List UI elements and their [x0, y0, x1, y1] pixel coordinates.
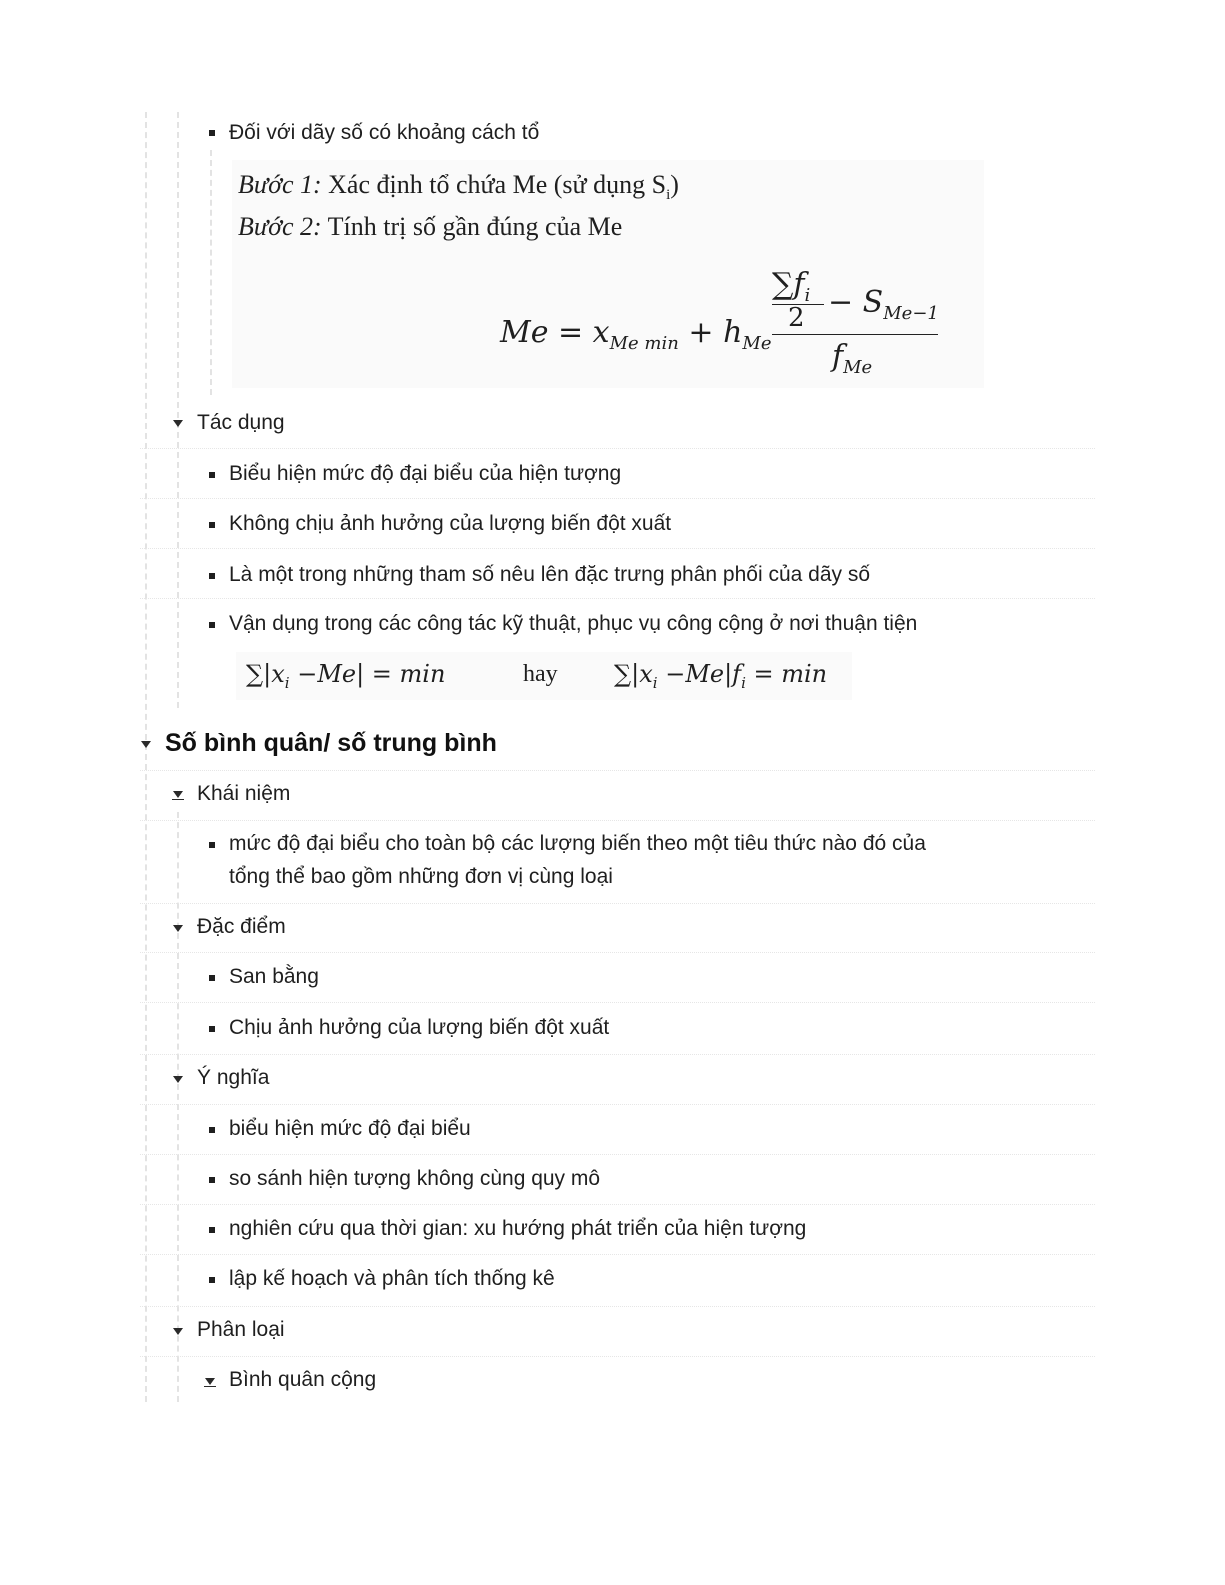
step-1-line: Bước 1: Xác định tổ chứa Me (sử dụng $S_i$): [238, 170, 679, 204]
toggle-so-binh-quan[interactable]: [141, 741, 151, 748]
list-bullet: [209, 1026, 215, 1032]
formula-numerator: $\sum f_i$: [772, 267, 811, 306]
row-divider: [140, 1254, 1095, 1255]
list-item: biểu hiện mức độ đại biểu: [229, 1117, 471, 1140]
toggle-binh-quan-cong[interactable]: [205, 1378, 215, 1385]
section-title-y-nghia: Ý nghĩa: [197, 1066, 270, 1089]
list-bullet: [209, 1127, 215, 1133]
guide-line-level1: [145, 112, 147, 1402]
formula-sum-abs: $\sum|x_i -Me| = \min$: [246, 660, 446, 692]
list-bullet: [209, 622, 215, 628]
guide-line-level2b: [177, 812, 179, 1402]
row-divider: [140, 1306, 1095, 1307]
formula-minus-s: − $S_{Me-1}$: [828, 285, 939, 324]
row-divider: [140, 952, 1095, 953]
subsection-title-binh-quan-cong: Bình quân cộng: [229, 1368, 377, 1391]
median-formula-image: [232, 160, 984, 388]
list-item-line2: tổng thể bao gồm những đơn vị cùng loại: [229, 865, 613, 888]
list-bullet: [209, 472, 215, 478]
toggle-dac-diem[interactable]: [173, 925, 183, 932]
list-item: Là một trong những tham số nêu lên đặc trưng phân phối của dãy số: [229, 563, 871, 586]
formula-half: 2: [788, 303, 805, 333]
section-title-phan-loai: Phân loại: [197, 1318, 285, 1341]
step-2-line: Bước 2: Tính trị số gần đúng của Me: [238, 212, 623, 241]
list-item: Đối với dãy số có khoảng cách tổ: [229, 121, 540, 144]
list-item: Không chịu ảnh hưởng của lượng biến đột xuất: [229, 512, 672, 535]
row-divider: [140, 1104, 1095, 1105]
toggle-tac-dung[interactable]: [173, 420, 183, 427]
row-divider: [140, 548, 1095, 549]
section-heading-so-binh-quan: Số bình quân/ số trung bình: [165, 729, 497, 757]
list-bullet: [209, 842, 215, 848]
fraction-line-main: [772, 334, 938, 335]
formula-lhs: $Me = x_{Me min} + h_{Me}$: [500, 315, 772, 354]
guide-line-level3: [210, 150, 212, 395]
list-bullet: [209, 573, 215, 579]
row-divider: [140, 498, 1095, 499]
list-item: Biểu hiện mức độ đại biểu của hiện tượng: [229, 462, 622, 485]
list-item: lập kế hoạch và phân tích thống kê: [229, 1267, 555, 1290]
row-divider: [140, 598, 1095, 599]
row-divider: [140, 1002, 1095, 1003]
min-formula-image: [236, 652, 852, 700]
toggle-phan-loai[interactable]: [173, 1328, 183, 1335]
row-divider: [140, 770, 1095, 771]
list-bullet: [209, 975, 215, 981]
formula-or: hay: [523, 661, 558, 687]
section-title-tac-dung: Tác dụng: [197, 411, 285, 434]
section-title-dac-diem: Đặc điểm: [197, 915, 286, 938]
toggle-y-nghia[interactable]: [173, 1076, 183, 1083]
list-bullet: [209, 522, 215, 528]
list-bullet: [209, 1277, 215, 1283]
toggle-khai-niem[interactable]: [173, 791, 183, 798]
list-item: nghiên cứu qua thời gian: xu hướng phát triển của hiện tượng: [229, 1217, 807, 1240]
row-divider: [140, 448, 1095, 449]
row-divider: [140, 1204, 1095, 1205]
guide-line-level2: [177, 112, 179, 708]
list-item: Chịu ảnh hưởng của lượng biến đột xuất: [229, 1016, 610, 1039]
formula-denominator: $f_{Me}$: [832, 339, 873, 378]
list-bullet: [209, 1177, 215, 1183]
row-divider: [140, 1356, 1095, 1357]
list-item: so sánh hiện tượng không cùng quy mô: [229, 1167, 601, 1190]
row-divider: [140, 903, 1095, 904]
row-divider: [140, 1054, 1095, 1055]
row-divider: [140, 820, 1095, 821]
list-item: San bằng: [229, 965, 319, 988]
row-divider: [140, 1154, 1095, 1155]
list-item: Vận dụng trong các công tác kỹ thuật, phục vụ công cộng ở nơi thuận tiện: [229, 612, 918, 635]
list-bullet: [209, 130, 215, 136]
list-item-line1: mức độ đại biểu cho toàn bộ các lượng biến theo một tiêu thức nào đó của: [229, 832, 926, 855]
formula-sum-abs-weighted: $\sum|x_i -Me|f_i = \min$: [614, 660, 828, 692]
section-title-khai-niem: Khái niệm: [197, 782, 291, 805]
list-bullet: [209, 1227, 215, 1233]
